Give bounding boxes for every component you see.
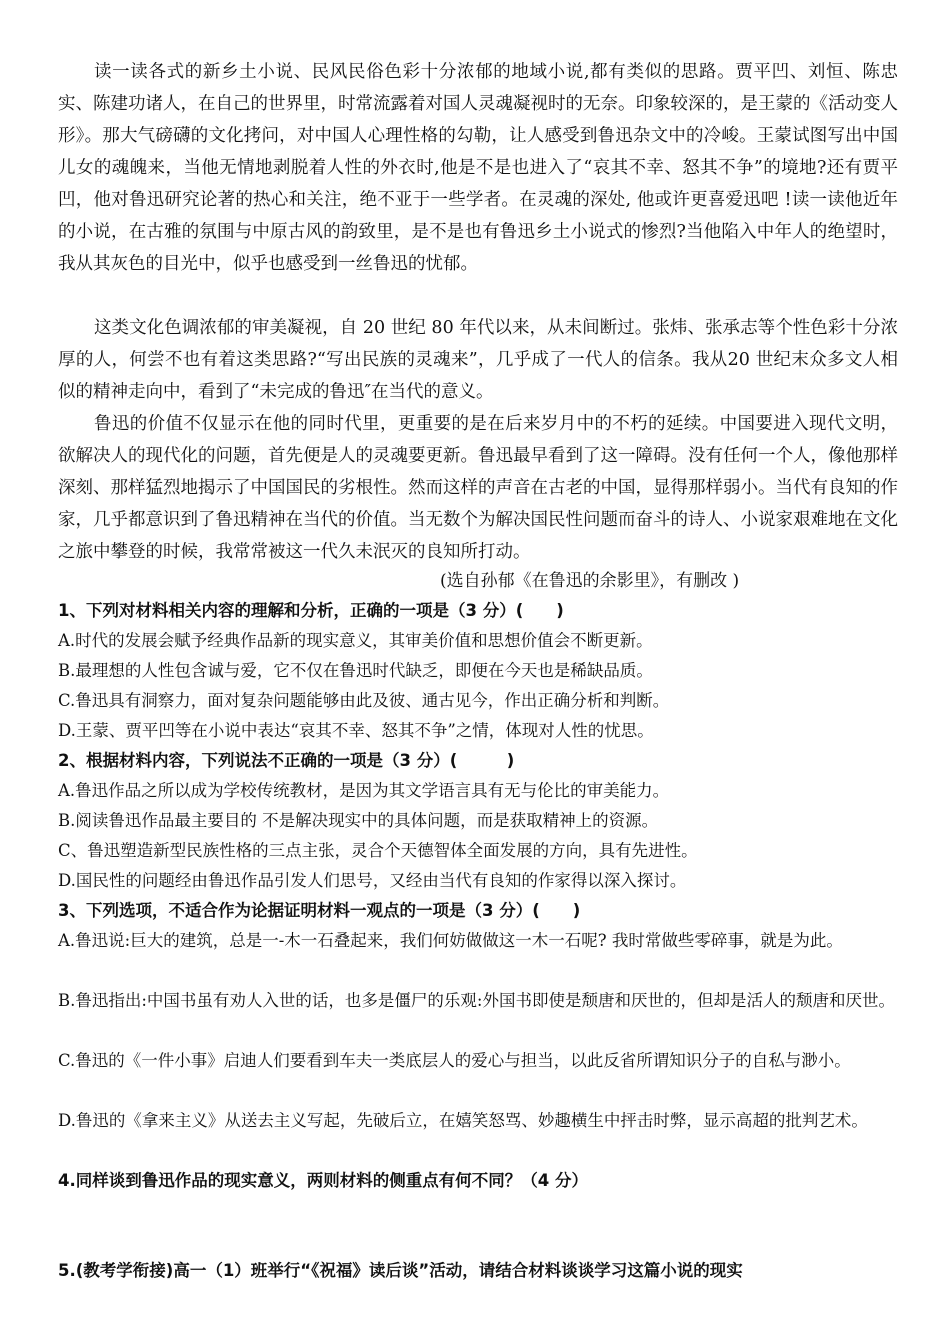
question-3-option-b: B.鲁迅指出:中国书虽有劝人入世的话，也多是僵尸的乐观:外国书即使是颓唐和厌世的，但却是活人的颓唐和厌世。	[58, 991, 895, 1010]
question-3: 3、下列选项，不适合作为论据证明材料一观点的一项是（3 分）( )	[58, 901, 581, 920]
question-2-option-a: A.鲁迅作品之所以成为学校传统教材，是因为其文学语言具有无与伦比的审美能力。	[58, 781, 670, 800]
question-2: 2、根据材料内容，下列说法不正确的一项是（3 分）( )	[58, 751, 515, 770]
question-1-option-c: C.鲁迅具有洞察力，面对复杂问题能够由此及彼、通古见今，作出正确分析和判断。	[58, 691, 670, 710]
question-1-option-a: A.时代的发展会赋予经典作品新的现实意义，其审美价值和思想价值会不断更新。	[58, 631, 653, 650]
question-1-option-b: B.最理想的人性包含诚与爱，它不仅在鲁迅时代缺乏，即便在今天也是稀缺品质。	[58, 661, 653, 680]
question-3-option-c: C.鲁迅的《一件小事》启迪人们要看到车夫一类底层人的爱心与担当，以此反省所谓知识分子的自私与渺小。	[58, 1051, 851, 1070]
passage-paragraph-1: 读一读各式的新乡土小说、民风民俗色彩十分浓郁的地域小说,都有类似的思路。贾平凹、刘恒、陈忠实、陈建功诸人，在自己的世界里，时常流露着对国人灵魂凝视时的无奈。印象较深的，是王蒙的《活动变人形》。那大气磅礴的文化拷问，对中国人心理性格的勾勒，让人感受到鲁迅杂文中的冷峻。王蒙试图写出中国儿女的魂魄来，当他无情地剥脱着人性的外衣时,他是不是也进入了“哀其不幸、怒其不争”的境地?还有贾平凹，他对鲁迅研究论著的热心和关注，绝不亚于一些学者。在灵魂的深处, 他或许更喜爱迅吧 !读一读他近年的小说，在古雅的氛围与中原古风的韵致里，是不是也有鲁迅乡土小说式的惨烈?当他陷入中年人的绝望时，我从其灰色的目光中，似乎也感受到一丝鲁迅的忧郁。	[58, 62, 898, 274]
question-2-option-d: D.国民性的问题经由鲁迅作品引发人们思号，又经由当代有良知的作家得以深入探讨。	[58, 871, 687, 890]
question-4: 4.同样谈到鲁迅作品的现实意义，两则材料的侧重点有何不同？（4 分）	[58, 1171, 588, 1190]
question-1: 1、下列对材料相关内容的理解和分析，正确的一项是（3 分）( )	[58, 601, 564, 620]
question-3-option-a: A.鲁迅说:巨大的建筑，总是一-木一石叠起来，我们何妨做做这一木一石呢? 我时常做些零碎事，就是为此。	[58, 931, 843, 950]
question-2-option-b: B.阅读鲁迅作品最主要目的 不是解决现实中的具体问题，而是获取精神上的资源。	[58, 811, 659, 830]
question-5: 5.(教考学衔接)高一（1）班举行“《祝福》读后谈”活动，请结合材料谈谈学习这篇小说的现实	[58, 1261, 743, 1280]
passage-paragraph-3: 鲁迅的价值不仅显示在他的同时代里，更重要的是在后来岁月中的不朽的延续。中国要进入现代文明，欲解决人的现代化的问题，首先便是人的灵魂要更新。鲁迅最早看到了这一障碍。没有任何一个人，像他那样深刻、那样猛烈地揭示了中国国民的劣根性。然而这样的声音在古老的中国，显得那样弱小。当代有良知的作家，几乎都意识到了鲁迅精神在当代的价值。当无数个为解决国民性问题而奋斗的诗人、小说家艰难地在文化之旅中攀登的时候，我常常被这一代久未泯灭的良知所打动。	[58, 414, 898, 562]
question-3-option-d: D.鲁迅的《拿来主义》从送去主义写起，先破后立，在嬉笑怒骂、妙趣横生中抨击时弊，显示高超的批判艺术。	[58, 1111, 868, 1130]
question-2-option-c: C、鲁迅塑造新型民族性格的三点主张，灵合个天德智体全面发展的方向，具有先进性。	[58, 841, 698, 860]
passage-paragraph-2: 这类文化色调浓郁的审美凝视，自 20 世纪 80 年代以来，从未间断过。张炜、张承志等个性色彩十分浓厚的人，何尝不也有着这类思路?“写出民族的灵魂来”，几乎成了一代人的信条。我从20 世纪末众多文人相似的精神走向中，看到了“未完成的鲁迅″在当代的意义。	[58, 318, 898, 402]
passage-source: (选自孙郁《在鲁迅的余影里》，有删改 )	[440, 571, 740, 591]
question-1-option-d: D.王蒙、贾平凹等在小说中表达“哀其不幸、怒其不争”之情，体现对人性的忧思。	[58, 721, 654, 740]
